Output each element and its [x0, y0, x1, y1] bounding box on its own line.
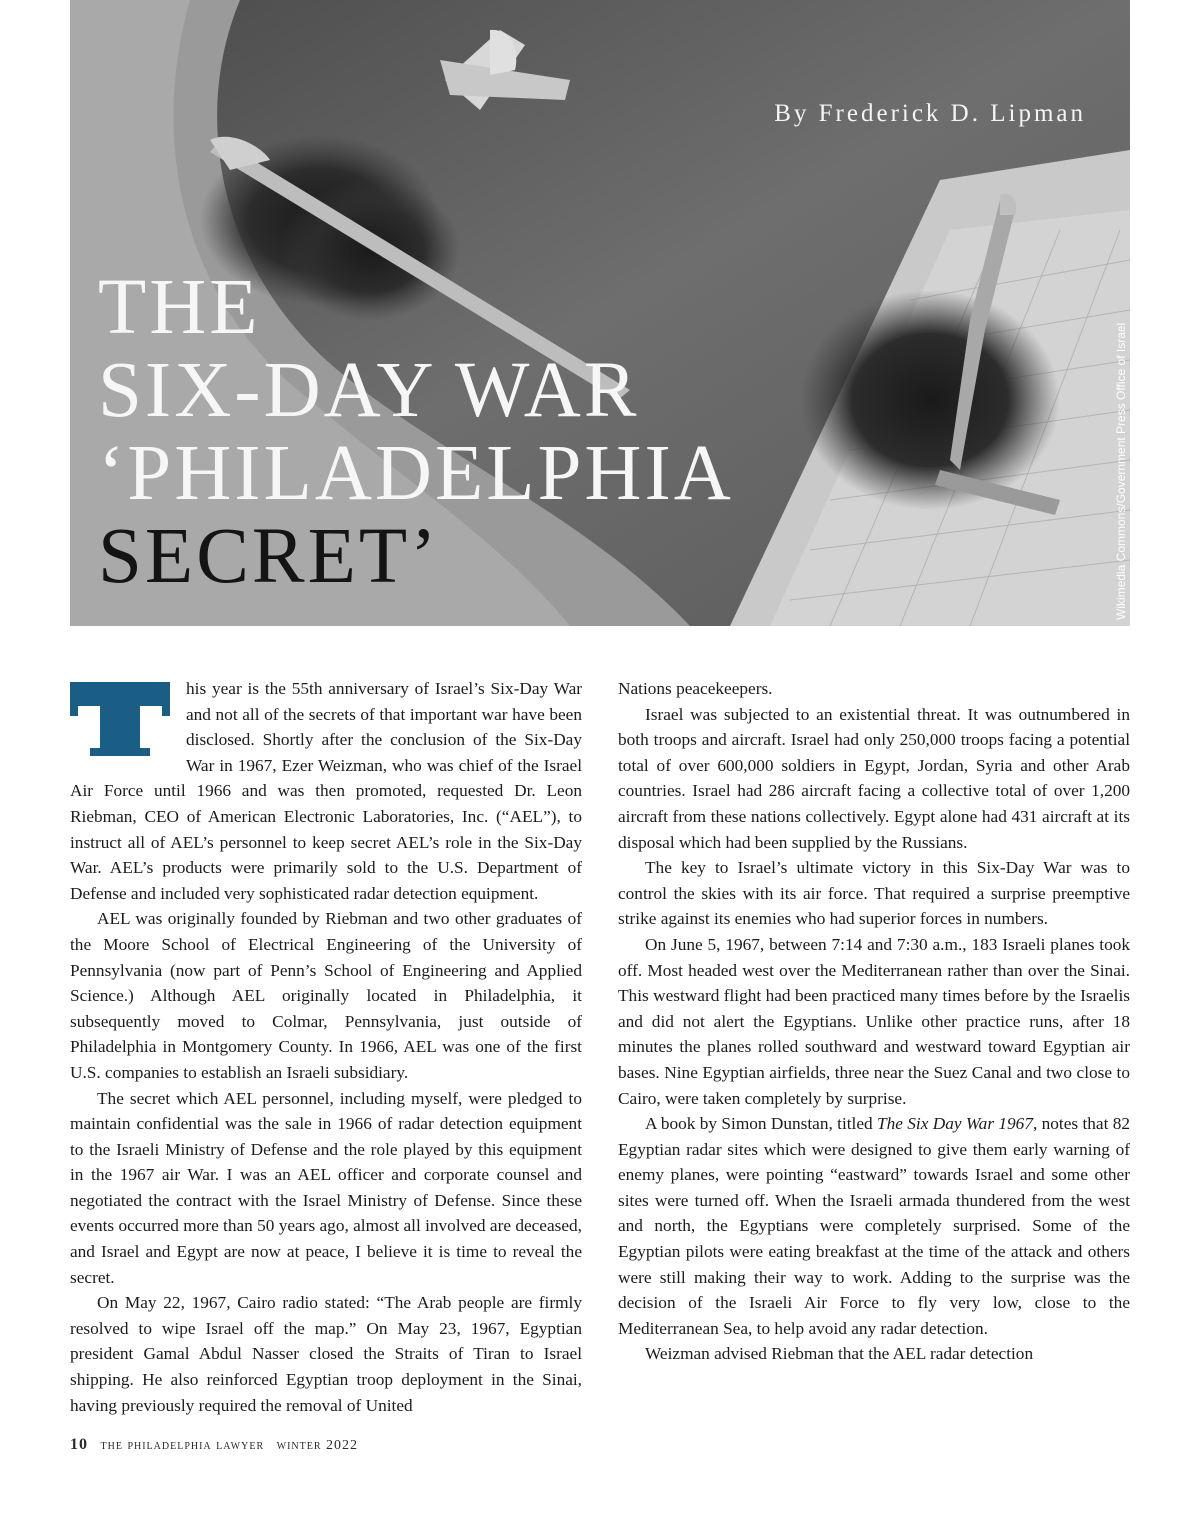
photo-credit-text: Wikimedia Commons/Government Press Office of Israel — [1114, 322, 1128, 620]
article-title — [98, 266, 734, 598]
page-number: 10 — [70, 1436, 88, 1453]
paragraph: The key to Israel’s ultimate victory in this Six-Day War was to control the skies with its air force. That required a surprise preemptive strike against its enemies who had superior forces in numbers. — [618, 858, 1130, 929]
dropcap-letter — [70, 662, 170, 772]
paragraph: Weizman advised Riebman that the AEL radar detection — [645, 1344, 1034, 1364]
title-line-1: THE — [98, 264, 261, 351]
paragraph — [618, 1111, 1130, 1341]
paragraph-text: , notes that 82 Egyptian radar sites which were designed to give them early warning of enemy planes, were pointing “eastward” towards Israel and some other sites were turned off. When the Israeli armada thundered from the west and north, the Egyptians were completely surprised. Some of the Egyptian pilots were eating breakfast at the time of the attack and others were still making their way to work. Adding to the surprise was the decision of the Israeli Air Force to fly very low, close to the Mediterranean Sea, to help avoid any radar detection. — [618, 1114, 1130, 1338]
issue-date: winter 2022 — [276, 1438, 359, 1453]
book-title: The Six Day War 1967 — [877, 1114, 1033, 1134]
magazine-name: the philadelphia lawyer — [100, 1438, 265, 1453]
paragraph-text: his year is the 55th anniversary of Israel’s Six-Day War and not all of the secrets of that important war have been disclosed. Shortly after the conclusion of the Six-Day War in 1967, Ezer Weizman, who was chief of the Israel Air Force until 1966 and was then promoted, requested Dr. Leon Riebman, CEO of American Electronic Laboratories, Inc. (“AEL”), to instruct all of AEL’s personnel to keep secret AEL’s role in the Six-Day War. AEL’s products were primarily sold to the U.S. Department of Defense and included very sophisticated radar detection equipment. — [70, 679, 582, 903]
paragraph: Nations peacekeepers. — [618, 679, 773, 698]
title-line-4: SECRET’ — [98, 513, 440, 600]
title-line-2: SIX-DAY WAR — [98, 347, 640, 434]
paragraph: On June 5, 1967, between 7:14 and 7:30 a.m., 183 Israeli planes took off. Most headed west over the Mediterranean rather than over the Sinai. This westward flight had been practiced many times before by the Israelis and did not alert the Egyptians. Unlike other practice runs, after 18 minutes the planes rolled southward and westward toward Egyptian air bases. Nine Egyptian airfields, three near the Suez Canal and two close to Cairo, were taken completely by surprise. — [618, 934, 1130, 1108]
paragraph-text: A book by Simon Dunstan, titled — [645, 1114, 878, 1134]
photo-credit — [1110, 322, 1130, 620]
title-line-3: ‘PHILADELPHIA — [98, 430, 734, 517]
paragraph: On May 22, 1967, Cairo radio stated: “The Arab people are firmly resolved to wipe Israel off the map.” On May 23, 1967, Egyptian president Gamal Abdul Nasser closed the Straits of Tiran to Israel shipping. He also reinforced Egyptian troop deployment in the Sinai, having previously required the removal of United — [70, 1293, 582, 1415]
paragraph — [70, 676, 582, 906]
paragraph: AEL was originally founded by Riebman and two other graduates of the Moore School of Electrical Engineering of the University of Pennsylvania (now part of Penn’s School of Engineering and Applied Science.) Although AEL originally located in Philadelphia, it subsequently moved to Colmar, Pennsylvania, just outside of Philadelphia in Montgomery County. In 1966, AEL was one of the first U.S. companies to establish an Israeli subsidiary. — [70, 909, 582, 1082]
hero-photo — [70, 0, 1130, 626]
paragraph: The secret which AEL personnel, including myself, were pledged to maintain confidential was the sale in 1966 of radar detection equipment to the Israeli Ministry of Defense and the role played by this equipment in the 1967 air War. I was an AEL officer and corporate counsel and negotiated the contract with the Israel Ministry of Defense. Since these events occurred more than 50 years ago, almost all involved are deceased, and Israel and Egypt are now at peace, I believe it is time to reveal the secret. — [70, 1088, 582, 1287]
dropcap-icon — [70, 682, 170, 756]
byline: By Frederick D. Lipman — [774, 100, 1086, 127]
paragraph: Israel was subjected to an existential threat. It was outnumbered in both troops and aircraft. Israel had only 250,000 troops facing a potential total of over 600,000 soldiers in Egypt, Jordan, Syria and other Arab countries. Israel had 286 aircraft facing a collective total of over 1,200 aircraft from these nations collectively. Egypt alone had 431 aircraft at its disposal which had been supplied by the Russians. — [618, 704, 1130, 852]
page-footer — [70, 1436, 358, 1454]
article-column-right — [618, 676, 1130, 1367]
article-column-left — [70, 676, 582, 1418]
